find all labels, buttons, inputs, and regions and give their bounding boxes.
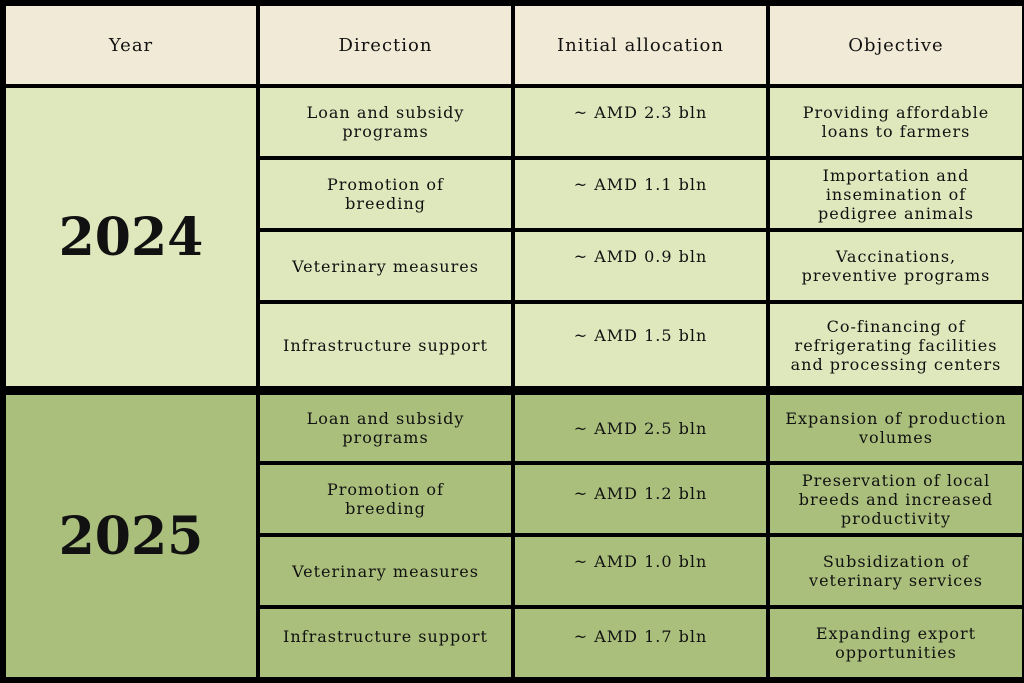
allocation-cell: ~ AMD 1.1 bln [515,160,766,228]
objective-cell: Importation and insemination of pedigree animals [770,160,1022,228]
direction-cell: Veterinary measures [260,232,511,300]
year-cell-2024: 2024 [6,88,256,386]
header-direction: Direction [260,6,511,84]
direction-cell: Loan and subsidy programs [260,395,511,461]
objective-cell: Providing affordable loans to farmers [770,88,1022,156]
allocation-cell: ~ AMD 2.5 bln [515,395,766,461]
direction-cell: Loan and subsidy programs [260,88,511,156]
allocation-cell: ~ AMD 0.9 bln [515,232,766,300]
allocation-cell: ~ AMD 1.0 bln [515,537,766,605]
header-initial-allocation: Initial allocation [515,6,766,84]
year-cell-2025: 2025 [6,395,256,677]
allocation-cell: ~ AMD 1.5 bln [515,304,766,386]
allocation-cell: ~ AMD 1.7 bln [515,609,766,677]
objective-cell: Preservation of local breeds and increased productivity [770,465,1022,533]
objective-cell: Subsidization of veterinary services [770,537,1022,605]
header-objective: Objective [770,6,1022,84]
direction-cell: Infrastructure support [260,304,511,386]
objective-cell: Co-financing of refrigerating facilities and processing centers [770,304,1022,386]
direction-cell: Infrastructure support [260,609,511,677]
direction-cell: Veterinary measures [260,537,511,605]
direction-cell: Promotion of breeding [260,160,511,228]
objective-cell: Vaccinations, preventive programs [770,232,1022,300]
header-year: Year [6,6,256,84]
allocation-cell: ~ AMD 1.2 bln [515,465,766,533]
direction-cell: Promotion of breeding [260,465,511,533]
objective-cell: Expanding export opportunities [770,609,1022,677]
objective-cell: Expansion of production volumes [770,395,1022,461]
allocation-cell: ~ AMD 2.3 bln [515,88,766,156]
